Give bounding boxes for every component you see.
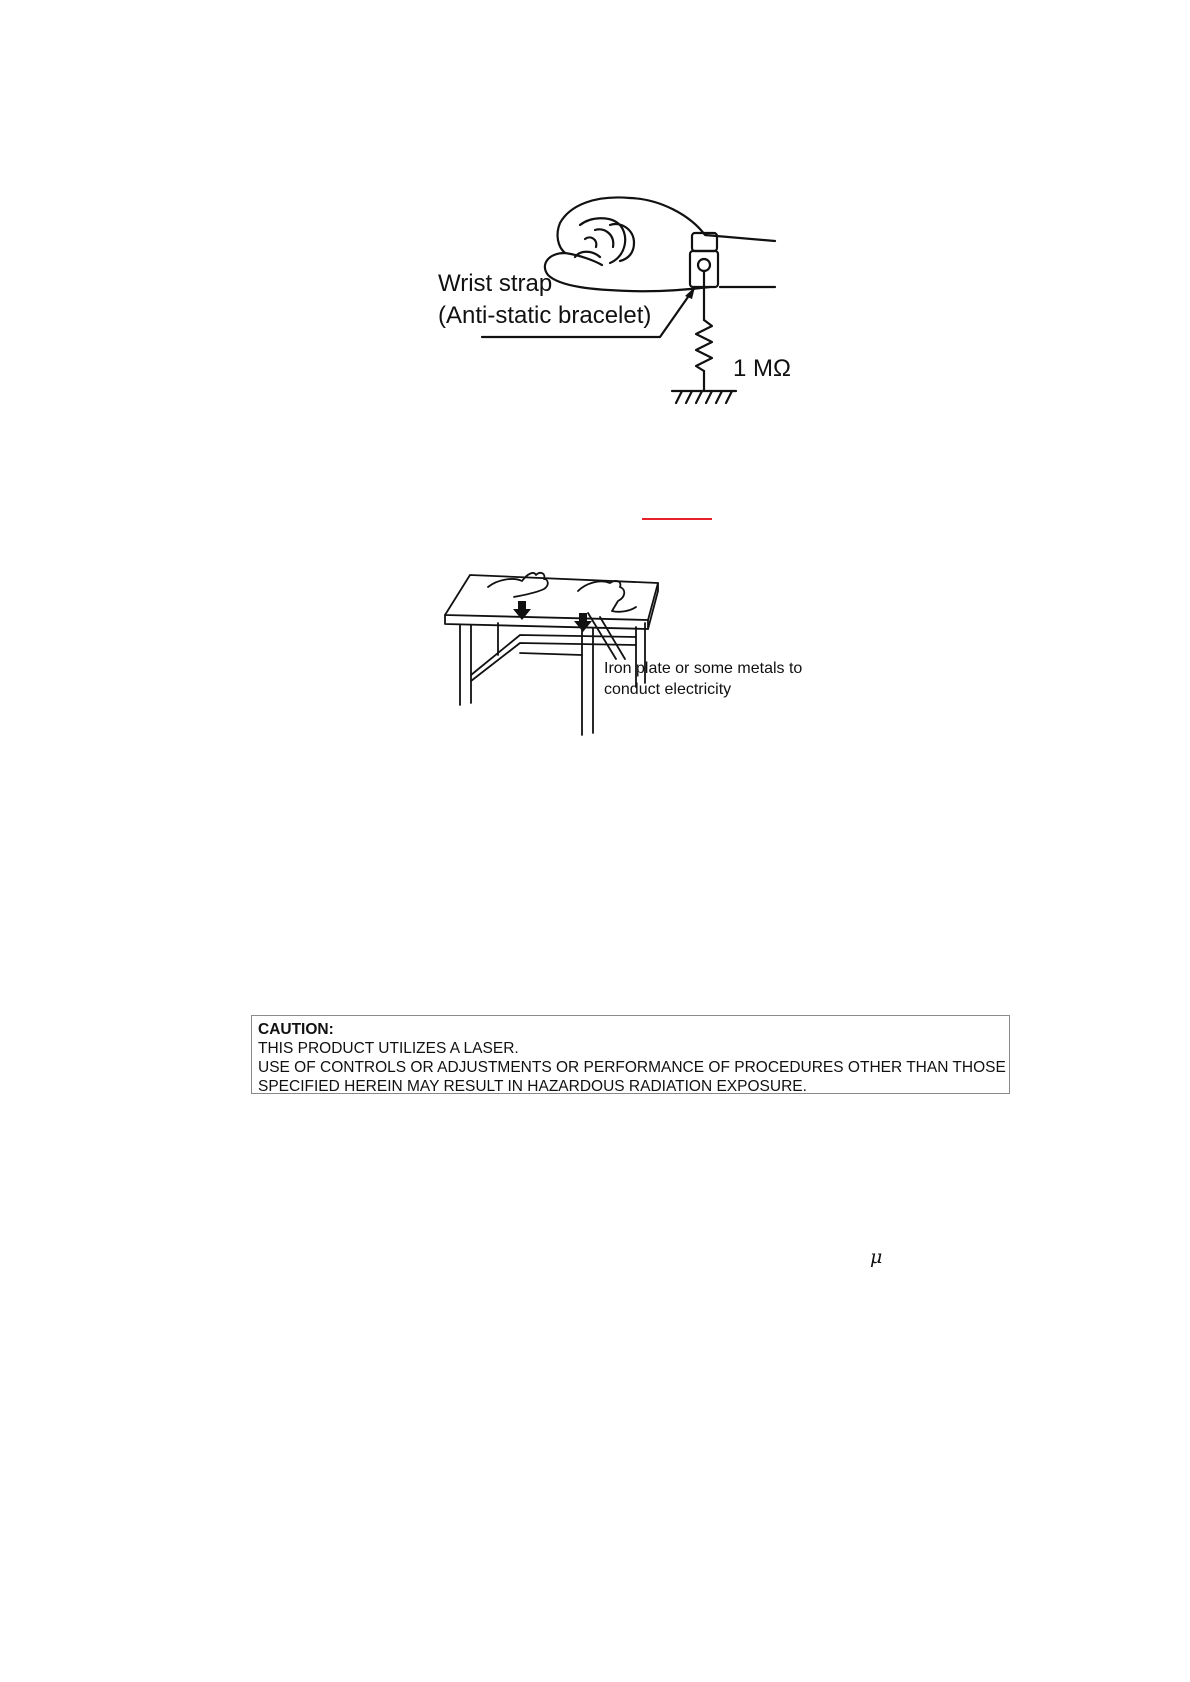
caution-title: CAUTION:: [258, 1021, 334, 1038]
laser-caution-box: [251, 1015, 1010, 1094]
work-table-illustration: [440, 565, 840, 750]
resistor-value-label: 1 MΩ: [733, 355, 791, 382]
caution-line-3: SPECIFIED HEREIN MAY RESULT IN HAZARDOUS RADIATION EXPOSURE.: [258, 1078, 807, 1095]
wrist-strap-label: Wrist strap: [438, 270, 553, 297]
caution-line-1: THIS PRODUCT UTILIZES A LASER.: [258, 1040, 519, 1057]
link-underline[interactable]: [642, 518, 712, 520]
iron-plate-label: Iron plate or some metals to: [604, 660, 803, 677]
anti-static-bracelet-label: (Anti-static bracelet): [438, 302, 652, 329]
micro-symbol: μ: [870, 1246, 883, 1268]
caution-line-2: USE OF CONTROLS OR ADJUSTMENTS OR PERFORMANCE OF PROCEDURES OTHER THAN THOSE: [258, 1059, 1006, 1076]
conduct-electricity-label: conduct electricity: [604, 681, 732, 698]
wrist-strap-figure: [420, 195, 840, 420]
work-table-figure: [440, 565, 840, 750]
